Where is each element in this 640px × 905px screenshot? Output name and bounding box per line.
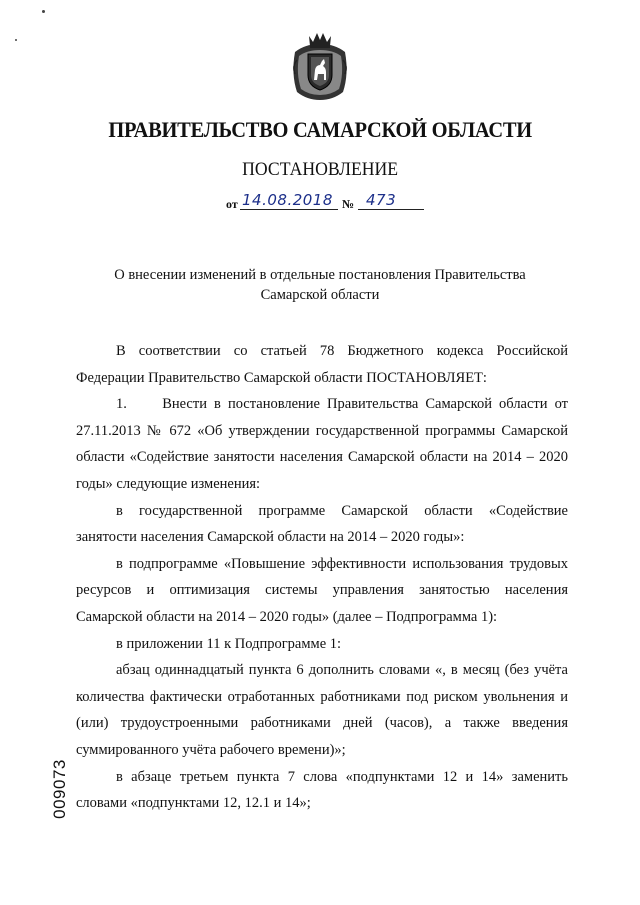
date-number-line [226,191,446,215]
number-prefix: № [342,197,355,211]
body-paragraph: в подпрограмме «Повышение эффективности использования трудовых ресурсов и оптимизация системы управления занятостью населения Самарской области на 2014 – 2020 годы» (далее – Подпрограмма 1): [76,555,568,625]
samara-coat-of-arms-icon [289,30,351,102]
body-paragraph: в государственной программе Самарской области «Содействие занятости населения Самарской области на 2014 – 2020 годы»: [76,502,568,546]
date-prefix: от [226,197,238,211]
side-registration-number: 009073 [50,759,69,819]
body-paragraph: 1. Внести в постановление Правительства Самарской области от 27.11.2013 № 672 «Об утверждении государственной программы Самарской области «Содействие занятости населения Самарской области на 2014 – 2020 годы» следующие изменения: [76,396,568,492]
body-paragraph: в приложении 11 к Подпрограмме 1: [116,635,342,652]
body-paragraph: В соответствии со статьей 78 Бюджетного кодекса Российской Федерации Правительство Самарской области ПОСТАНОВЛЯЕТ: [76,343,568,386]
government-title: ПРАВИТЕЛЬСТВО САМАРСКОЙ ОБЛАСТИ [108,117,532,142]
subject-line: О внесении изменений в отдельные постановления Правительства [114,267,526,283]
resolution-subject [90,265,550,305]
body-paragraph: абзац одиннадцатый пункта 6 дополнить словами «, в месяц (без учёта количества фактически отработанных работниками под риском увольнения и (или) трудоустроенными работниками дней (часов), а также введения суммированного учёта рабочего времени)»; [76,662,568,758]
scan-speck [15,39,17,41]
resolution-body [76,338,568,817]
handwritten-date: 14.08.2018 [242,191,333,209]
number-underline [358,209,424,210]
scan-speck [42,10,45,13]
document-type: ПОСТАНОВЛЕНИЕ [242,159,399,180]
date-underline [240,209,338,210]
body-paragraph: в абзаце третьем пункта 7 слова «подпунктами 12 и 14» заменить словами «подпунктами 12, 12.1 и 14»; [76,768,568,812]
handwritten-number: 473 [366,191,397,209]
subject-line: Самарской области [260,287,380,303]
